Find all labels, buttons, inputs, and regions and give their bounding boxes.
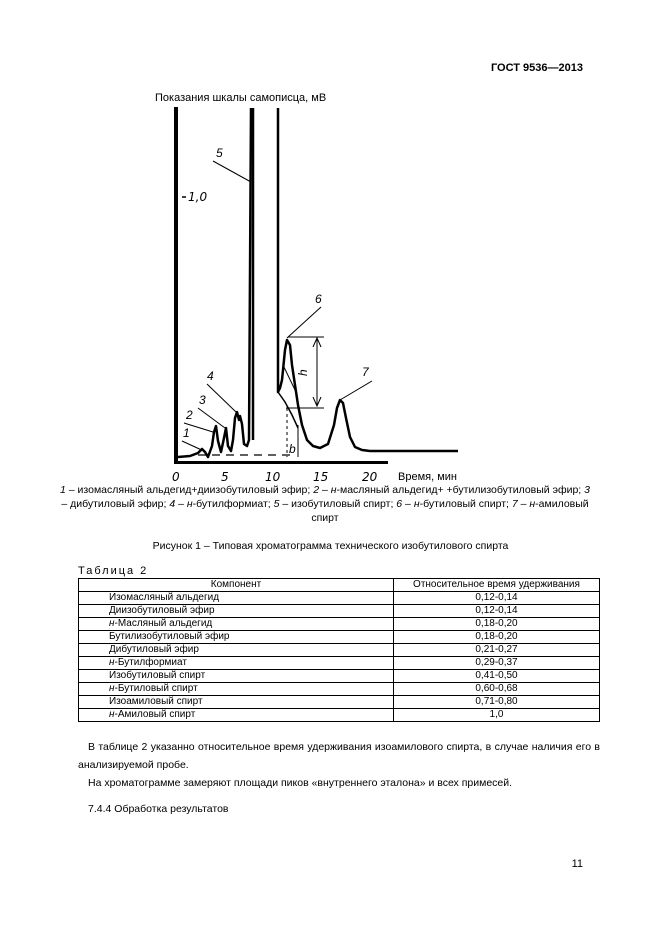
table-row bbox=[79, 592, 600, 605]
peak-label-6: 6 bbox=[315, 292, 322, 306]
peak-7-leader bbox=[340, 381, 372, 400]
peak-6-tail bbox=[278, 392, 298, 428]
legend-dash-4: – bbox=[175, 498, 187, 510]
retention-time-cell: 0,41-0,50 bbox=[394, 670, 600, 683]
component-name: Дибутиловый эфир bbox=[109, 644, 199, 655]
legend-text-1: – изомасляный альдегид+диизобутиловый эфир; bbox=[65, 484, 314, 496]
header-component: Компонент bbox=[79, 579, 394, 592]
component-prefix: н bbox=[109, 683, 115, 694]
peak-5-leader bbox=[213, 161, 251, 182]
legend-text-6: -бутиловый спирт; bbox=[419, 498, 512, 510]
peak-label-5: 5 bbox=[216, 146, 223, 160]
component-name: -Бутилформиат bbox=[114, 657, 187, 668]
retention-time-cell: 0,12-0,14 bbox=[394, 592, 600, 605]
retention-time-cell: 0,18-0,20 bbox=[394, 631, 600, 644]
legend-dash-7: – bbox=[517, 498, 530, 510]
component-name: -Амиловый спирт bbox=[114, 709, 196, 720]
y-axis-label: Показания шкалы самописца, мВ bbox=[155, 92, 327, 104]
retention-time-cell: 0,29-0,37 bbox=[394, 657, 600, 670]
legend-text-4: -бутилформиат; bbox=[192, 498, 274, 510]
component-cell bbox=[79, 683, 394, 696]
component-cell bbox=[79, 644, 394, 657]
legend-dash-6: – bbox=[402, 498, 414, 510]
retention-time-cell: 0,12-0,14 bbox=[394, 605, 600, 618]
peak-6-leader bbox=[287, 307, 321, 338]
component-cell bbox=[79, 709, 394, 722]
peak-label-3: 3 bbox=[199, 393, 206, 407]
chromatogram-trace-early bbox=[178, 108, 251, 457]
peak-label-4: 4 bbox=[207, 369, 214, 383]
component-cell bbox=[79, 618, 394, 631]
table-row bbox=[79, 631, 600, 644]
x-tick-20: 20 bbox=[362, 470, 378, 482]
figure-legend bbox=[60, 483, 590, 525]
standard-header: ГОСТ 9536—2013 bbox=[490, 62, 583, 74]
component-name: Изобутиловый спирт bbox=[109, 670, 206, 681]
table-row bbox=[79, 657, 600, 670]
legend-n-7: н bbox=[529, 498, 536, 510]
peak-label-2: 2 bbox=[186, 408, 193, 422]
peak-4-leader bbox=[207, 384, 236, 412]
table-row bbox=[79, 709, 600, 722]
legend-num-6: 6 bbox=[396, 498, 403, 510]
component-name: -Масляный альдегид bbox=[114, 618, 213, 629]
legend-text-5: – изобутиловый спирт; bbox=[279, 498, 397, 510]
x-axis-label: Время, мин bbox=[398, 471, 457, 482]
legend-num-7: 7 bbox=[511, 498, 518, 510]
table-row bbox=[79, 605, 600, 618]
component-cell bbox=[79, 605, 394, 618]
retention-time-cell: 1,0 bbox=[394, 709, 600, 722]
component-name: Изоамиловый спирт bbox=[109, 696, 203, 707]
x-tick-0: 0 bbox=[172, 470, 180, 482]
paragraph-peak-areas: На хроматограмме замеряют площади пиков «внутреннего эталона» и всех примесей. bbox=[88, 777, 513, 789]
table-row bbox=[79, 683, 600, 696]
component-cell bbox=[79, 657, 394, 670]
component-cell bbox=[79, 592, 394, 605]
legend-dash-2: – bbox=[319, 484, 331, 496]
x-tick-15: 15 bbox=[313, 470, 329, 482]
component-name: Бутилизобутиловый эфир bbox=[109, 631, 230, 642]
legend-n-2: н bbox=[330, 484, 337, 496]
legend-num-3: 3 bbox=[584, 484, 590, 496]
component-name: -Бутиловый спирт bbox=[114, 683, 198, 694]
peak-label-7: 7 bbox=[362, 365, 369, 379]
legend-n-4: н bbox=[186, 498, 193, 510]
dimension-b-label: b bbox=[289, 442, 296, 456]
x-tick-5: 5 bbox=[221, 470, 229, 482]
retention-time-cell: 0,21-0,27 bbox=[394, 644, 600, 657]
dimension-h-label: h bbox=[296, 369, 310, 376]
table-row bbox=[79, 696, 600, 709]
y-axis bbox=[174, 107, 178, 462]
legend-n-6: н bbox=[413, 498, 420, 510]
legend-num-1: 1 bbox=[60, 484, 66, 496]
peak-1-leader bbox=[182, 441, 206, 452]
legend-num-2: 2 bbox=[313, 484, 320, 496]
x-tick-10: 10 bbox=[265, 470, 281, 482]
figure-caption: Рисунок 1 – Типовая хроматограмма технического изобутилового спирта bbox=[152, 540, 509, 552]
peak-label-1: 1 bbox=[183, 426, 190, 440]
table-title: Таблица 2 bbox=[78, 565, 149, 577]
paragraph-retention-note: В таблице 2 указанно относительное время удерживания изоамилового спирта, в случае наличия его в анализируемой пробе. bbox=[78, 741, 600, 771]
table-header-row bbox=[79, 579, 600, 592]
component-prefix: н bbox=[109, 657, 115, 668]
retention-time-cell: 0,18-0,20 bbox=[394, 618, 600, 631]
legend-text-3: – дибутиловый эфир; bbox=[61, 498, 170, 510]
component-cell bbox=[79, 696, 394, 709]
table-body bbox=[79, 592, 600, 722]
page-number: 11 bbox=[571, 858, 583, 870]
component-name: Изомасляный альдегид bbox=[109, 592, 220, 603]
peak-3-leader bbox=[198, 408, 225, 428]
header-retention-time: Относительное время удерживания bbox=[394, 579, 600, 592]
legend-num-4: 4 bbox=[169, 498, 176, 510]
component-prefix: н bbox=[109, 618, 115, 629]
table-row bbox=[79, 618, 600, 631]
component-cell bbox=[79, 670, 394, 683]
component-prefix: н bbox=[109, 709, 115, 720]
section-heading-7-4-4: 7.4.4 Обработка результатов bbox=[88, 803, 229, 815]
component-name: Диизобутиловый эфир bbox=[109, 605, 215, 616]
table-row bbox=[79, 644, 600, 657]
legend-text-2: -масляный альдегид+ +бутилизобутиловый эфир; bbox=[336, 484, 585, 496]
retention-time-cell: 0,60-0,68 bbox=[394, 683, 600, 696]
chromatogram-trace-late bbox=[278, 108, 458, 451]
x-axis bbox=[174, 461, 388, 464]
legend-num-5: 5 bbox=[273, 498, 280, 510]
legend-text-7: -амиловый спирт bbox=[311, 498, 589, 524]
component-cell bbox=[79, 631, 394, 644]
retention-time-cell: 0,71-0,80 bbox=[394, 696, 600, 709]
table-row bbox=[79, 670, 600, 683]
y-tick-label: 1,0 bbox=[188, 190, 208, 204]
retention-time-table bbox=[78, 578, 600, 722]
